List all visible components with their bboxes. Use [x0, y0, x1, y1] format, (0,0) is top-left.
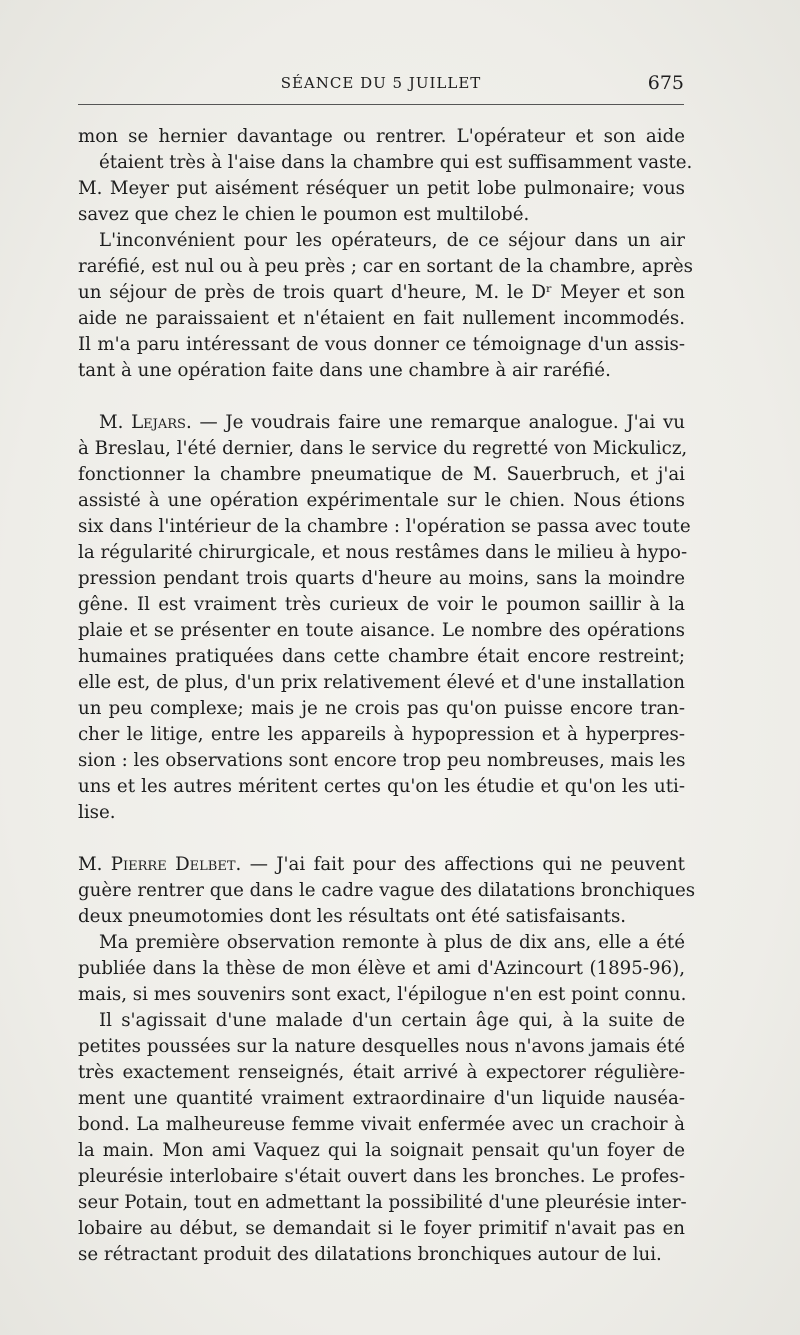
running-title: SÉANCE DU 5 JUILLET	[280, 74, 482, 92]
text-line: deux pneumotomies dont les résultats ont été satisfaisants.	[78, 906, 627, 927]
text-fragment: — J'ai fait pour des affections qui ne peuvent	[249, 854, 685, 875]
text-line: aide ne paraissaient et n'étaient en fait nullement incommodés.	[78, 308, 685, 329]
text-line: Il s'agissait d'une malade d'un certain âge qui, à la suite de	[99, 1010, 685, 1031]
text-line: se rétractant produit des dilatations bronchiques autour de lui.	[78, 1244, 662, 1265]
page-number: 675	[647, 72, 684, 94]
text-line: gêne. Il est vraiment très curieux de voir le poumon saillir à la	[78, 594, 685, 615]
text-line: savez que chez le chien le poumon est multilobé.	[78, 204, 530, 225]
speaker-name: M. Pierre Delbet.	[78, 854, 242, 875]
text-line: six dans l'intérieur de la chambre : l'opération se passa avec toute	[78, 516, 691, 537]
paragraph-2	[78, 228, 694, 384]
text-line	[78, 852, 685, 878]
paragraph-gap	[78, 384, 685, 410]
text-line: elle est, de plus, d'un prix relativement élevé et d'une installation	[78, 672, 685, 693]
text-line: M. Meyer put aisément réséquer un petit lobe pulmonaire; vous	[78, 178, 685, 199]
text-line: seur Potain, tout en admettant la possibilité d'une pleurésie inter-	[78, 1192, 687, 1213]
speaker-name: M. Lejars.	[99, 412, 192, 433]
text-line: à Breslau, l'été dernier, dans le service du regretté von Mickulicz,	[78, 438, 688, 459]
text-line	[78, 410, 685, 436]
text-line: mon se hernier davantage ou rentrer. L'opérateur et son aide	[78, 126, 685, 147]
text-line: pression pendant trois quarts d'heure au moins, sans la moindre	[78, 568, 685, 589]
text-line: tant à une opération faite dans une chambre à air raréfié.	[78, 360, 611, 381]
text-line: guère rentrer que dans le cadre vague des dilatations bronchiques	[78, 880, 696, 901]
paragraph-1	[78, 124, 693, 228]
text-line: humaines pratiquées dans cette chambre était encore restreint;	[78, 646, 685, 667]
text-line: plaie et se présenter en toute aisance. Le nombre des opérations	[78, 620, 685, 641]
text-line: bond. La malheureuse femme vivait enfermée avec un crachoir à	[78, 1114, 685, 1135]
text-line: un peu complexe; mais je ne crois pas qu'on puisse encore tran-	[78, 698, 685, 719]
text-line: assisté à une opération expérimentale sur le chien. Nous étions	[78, 490, 685, 511]
text-line: sion : les observations sont encore trop peu nombreuses, mais les	[78, 750, 686, 771]
text-line: lise.	[78, 802, 116, 823]
text-line: étaient très à l'aise dans la chambre qui est suffisamment vaste.	[99, 152, 693, 173]
text-line: L'inconvénient pour les opérateurs, de ce séjour dans un air	[99, 230, 685, 251]
text-line: mais, si mes souvenirs sont exact, l'épilogue n'en est point connu.	[78, 984, 687, 1005]
text-fragment: — Je voudrais faire une remarque analogue. J'ai vu	[199, 412, 685, 433]
running-header	[78, 70, 684, 100]
text-line: Ma première observation remonte à plus de dix ans, elle a été	[99, 932, 685, 953]
body-text	[78, 124, 696, 1268]
text-line: un séjour de près de trois quart d'heure, M. le Dʳ Meyer et son	[78, 282, 685, 303]
paragraph-lejars	[78, 410, 691, 826]
text-line: publiée dans la thèse de mon élève et ami d'Azincourt (1895-96),	[78, 958, 685, 979]
paragraph-5	[78, 930, 685, 1008]
text-line: Il m'a paru intéressant de vous donner ce témoignage d'un assis-	[78, 334, 685, 355]
text-line: lobaire au début, se demandait si le foyer primitif n'avait pas en	[78, 1218, 685, 1239]
text-line: la régularité chirurgicale, et nous restâmes dans le milieu à hypo-	[78, 542, 688, 563]
paragraph-6	[78, 1008, 685, 1268]
text-line: petites poussées sur la nature desquelles nous n'avons jamais été	[78, 1036, 685, 1057]
text-line: ment une quantité vraiment extraordinaire d'un liquide nauséa-	[78, 1088, 685, 1109]
text-line: très exactement renseignés, était arrivé à expectorer régulière-	[78, 1062, 685, 1083]
text-line: uns et les autres méritent certes qu'on les étudie et qu'on les uti-	[78, 776, 685, 797]
text-line: pleurésie interlobaire s'était ouvert dans les bronches. Le profes-	[78, 1166, 685, 1187]
header-rule	[78, 104, 684, 105]
text-line: la main. Mon ami Vaquez qui la soignait pensait qu'un foyer de	[78, 1140, 685, 1161]
text-line: raréfié, est nul ou à peu près ; car en sortant de la chambre, après	[78, 256, 694, 277]
paragraph-gap	[78, 826, 685, 852]
paragraph-delbet	[78, 852, 696, 930]
text-line: cher le litige, entre les appareils à hypopression et à hyperpres-	[78, 724, 685, 745]
text-line: fonctionner la chambre pneumatique de M. Sauerbruch, et j'ai	[78, 464, 685, 485]
